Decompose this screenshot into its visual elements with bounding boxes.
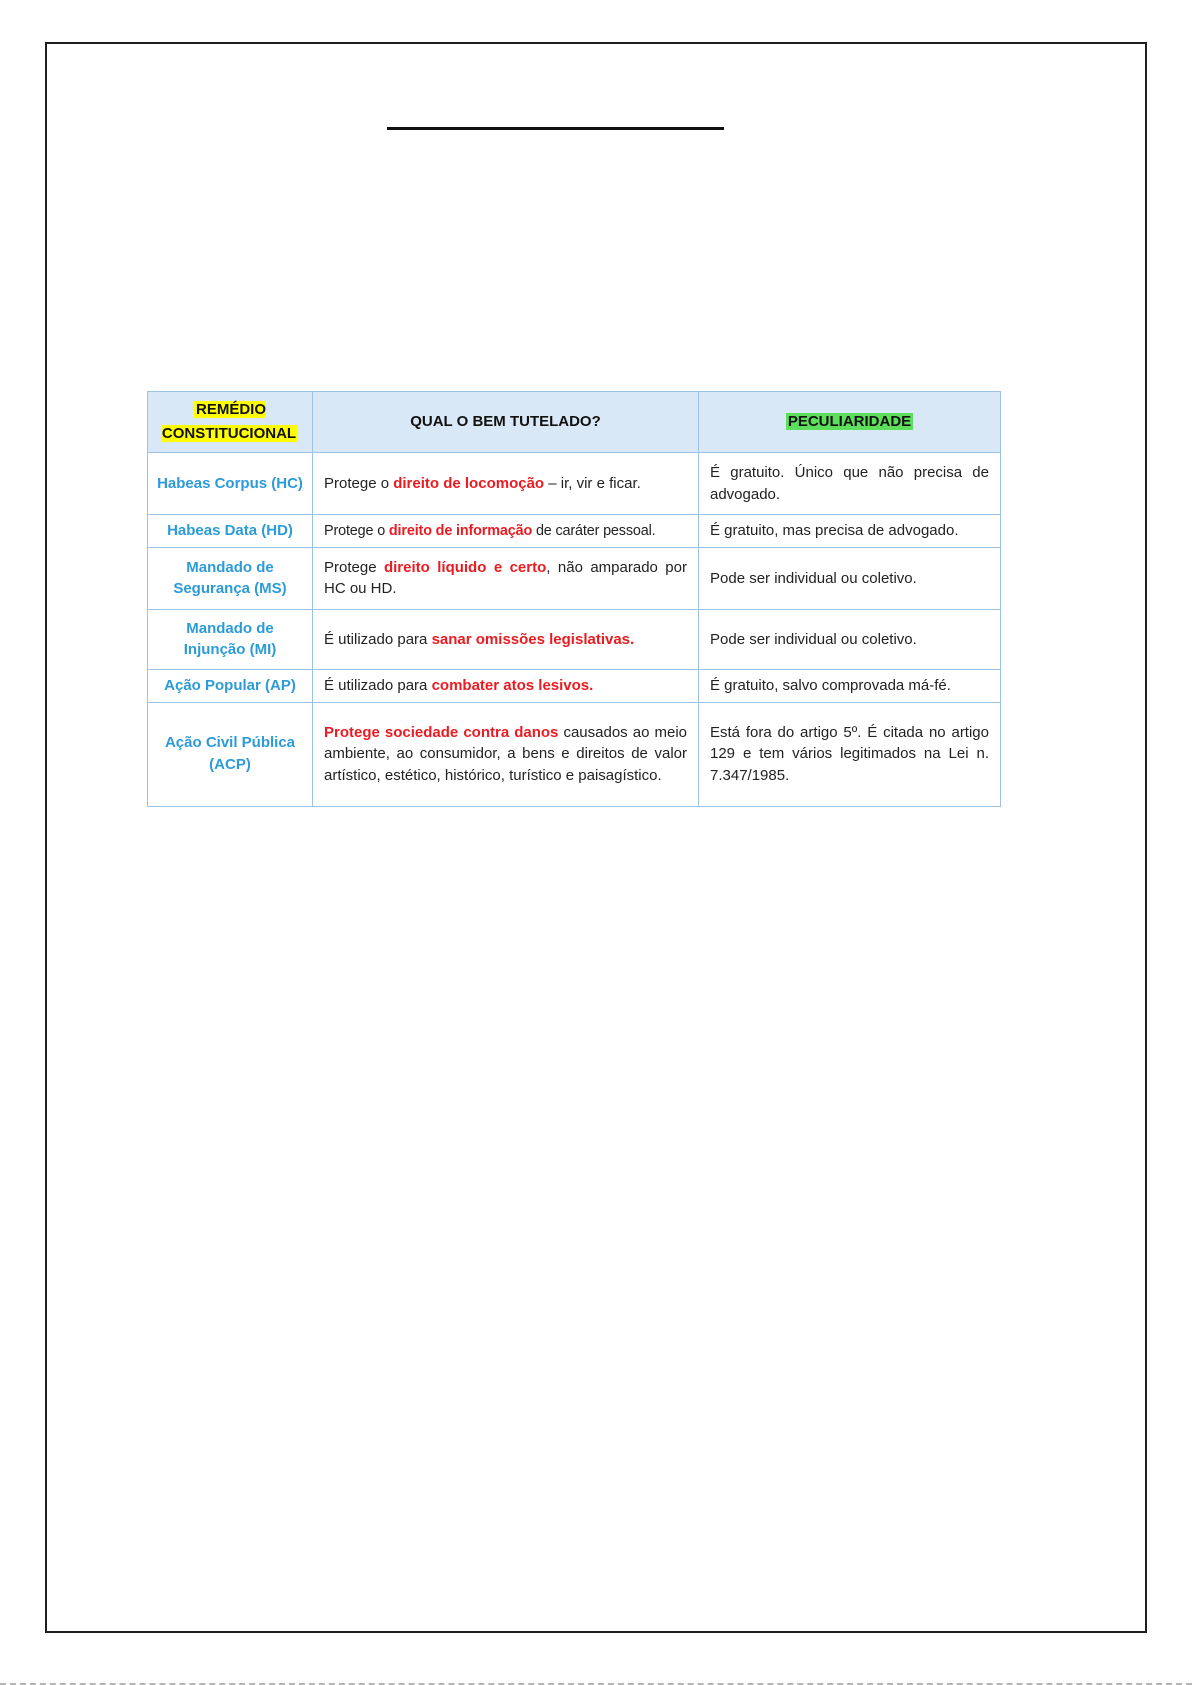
peculiaridade-cell: Pode ser individual ou coletivo. (699, 609, 1001, 669)
bem-tutelado-cell: É utilizado para combater atos lesivos. (313, 669, 699, 702)
header-peculiaridade-label: PECULIARIDADE (787, 413, 912, 430)
header-remedio-label: REMÉDIO CONSTITUCIONAL (161, 401, 297, 442)
remedy-cell: Habeas Data (HD) (148, 515, 313, 548)
table-row-mandado-seguranca (148, 547, 1001, 609)
remedy-cell: Ação Popular (AP) (148, 669, 313, 702)
table-header-row (148, 392, 1001, 453)
header-bem-label: QUAL O BEM TUTELADO? (410, 413, 601, 430)
header-bem-tutelado (313, 392, 699, 453)
remedy-cell: Mandado de Injunção (MI) (148, 609, 313, 669)
bem-tutelado-cell: É utilizado para sanar omissões legislativas. (313, 609, 699, 669)
document-page (45, 42, 1147, 1633)
table-row-acao-popular (148, 669, 1001, 702)
title-underline (387, 127, 724, 130)
table-row-habeas-data (148, 515, 1001, 548)
header-peculiaridade (699, 392, 1001, 453)
bem-tutelado-cell: Protege direito líquido e certo, não amparado por HC ou HD. (313, 547, 699, 609)
table-row-mandado-injuncao (148, 609, 1001, 669)
bem-tutelado-cell: Protege o direito de informação de caráter pessoal. (313, 515, 699, 548)
bem-tutelado-cell: Protege o direito de locomoção – ir, vir e ficar. (313, 453, 699, 515)
peculiaridade-cell: Pode ser individual ou coletivo. (699, 547, 1001, 609)
peculiaridade-cell: É gratuito. Único que não precisa de advogado. (699, 453, 1001, 515)
remedy-cell: Habeas Corpus (HC) (148, 453, 313, 515)
table-row-acao-civil-publica (148, 702, 1001, 806)
remedies-table (147, 391, 1001, 807)
remedy-cell: Ação Civil Pública (ACP) (148, 702, 313, 806)
peculiaridade-cell: Está fora do artigo 5º. É citada no artigo 129 e tem vários legitimados na Lei n. 7.347/1985. (699, 702, 1001, 806)
header-remedio-constitucional (148, 392, 313, 453)
remedy-cell: Mandado de Segurança (MS) (148, 547, 313, 609)
table-row-habeas-corpus (148, 453, 1001, 515)
bem-tutelado-cell: Protege sociedade contra danos causados ao meio ambiente, ao consumidor, a bens e direitos de valor artístico, estético, histórico, turístico e paisagístico. (313, 702, 699, 806)
peculiaridade-cell: É gratuito, mas precisa de advogado. (699, 515, 1001, 548)
peculiaridade-cell: É gratuito, salvo comprovada má-fé. (699, 669, 1001, 702)
